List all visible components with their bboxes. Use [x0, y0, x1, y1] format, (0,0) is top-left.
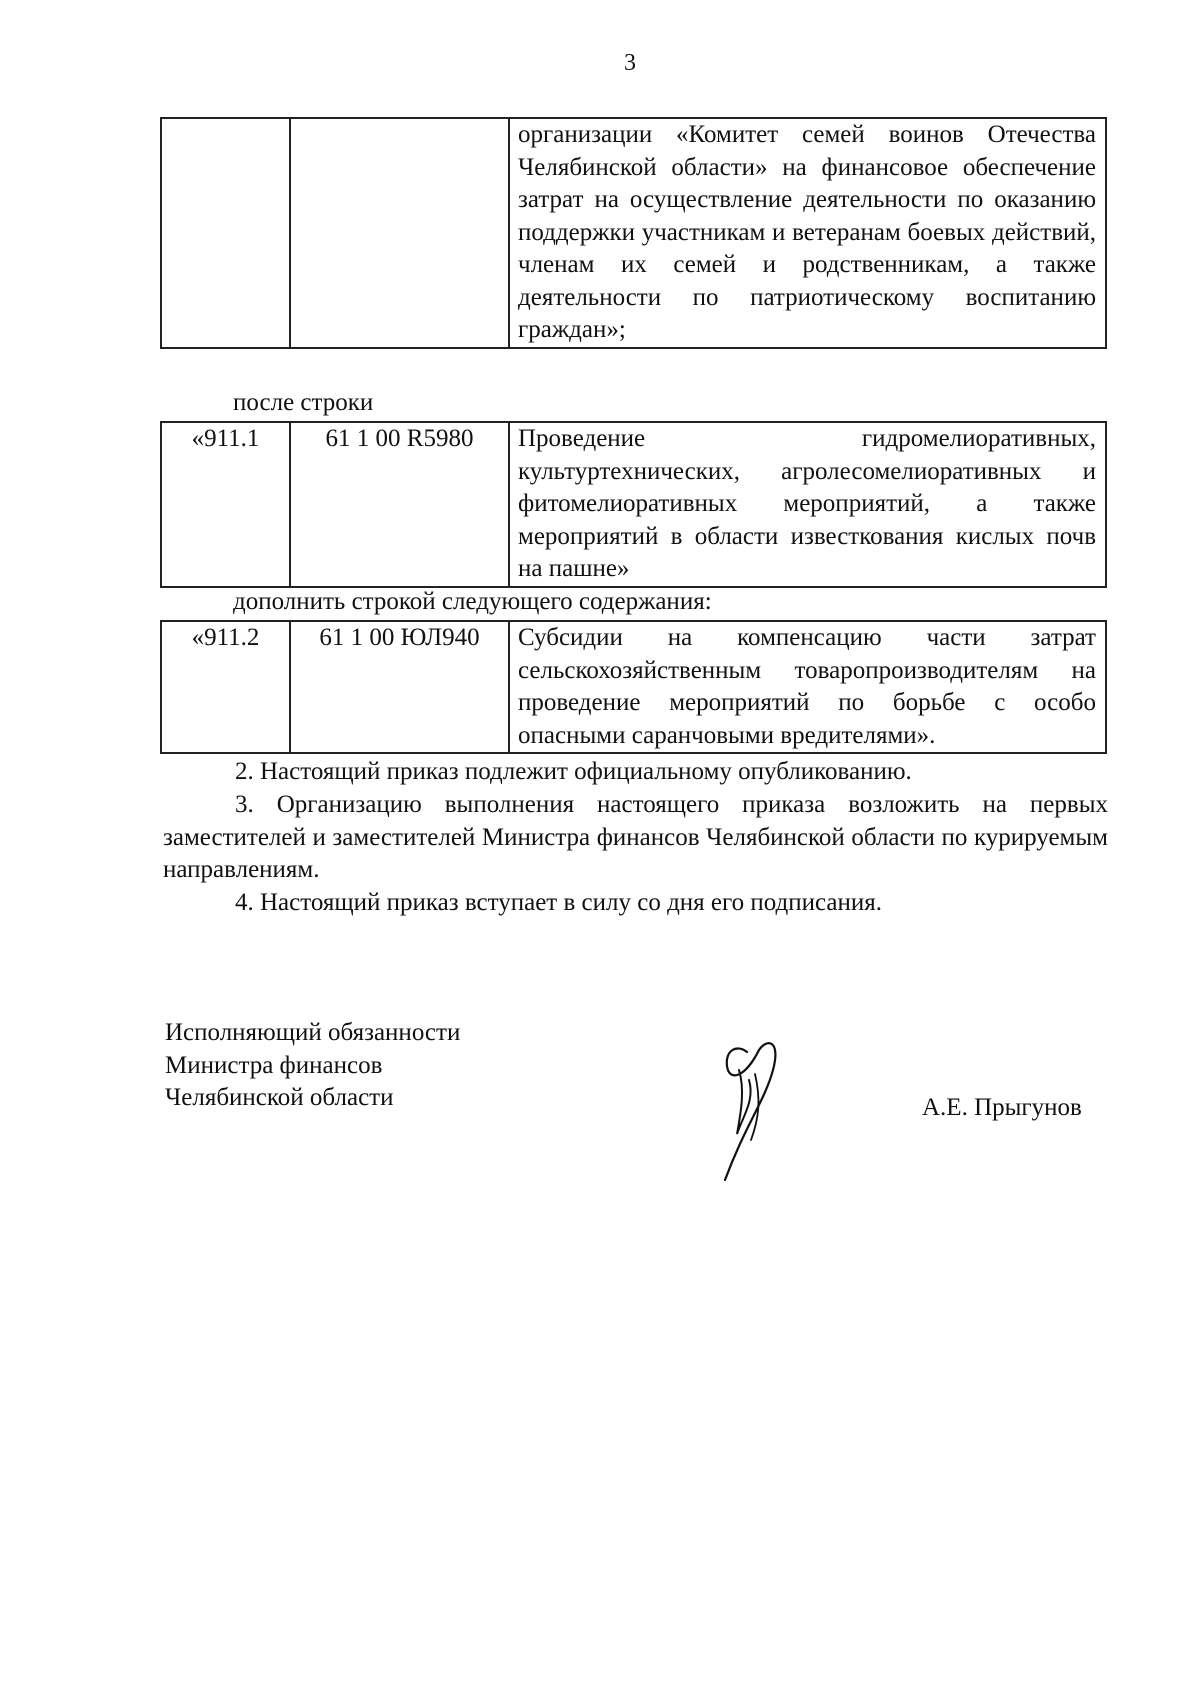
signatory-title: Исполняющий обязанности Министра финансов Челябинской области	[165, 1019, 461, 1111]
table-row-committee-continuation	[160, 117, 1107, 349]
table-cell-target-article: 61 1 00 R5980	[290, 422, 509, 587]
page-number: 3	[624, 50, 636, 76]
handwritten-signature	[715, 1030, 795, 1190]
paragraph-publication: 2. Настоящий приказ подлежит официальному опубликованию.	[235, 758, 912, 785]
table-cell-description: Субсидии на компенсацию части затрат сельскохозяйственным товаропроизводителям на проведение мероприятий по борьбе с особо опасными саранчовыми вредителями».	[509, 621, 1106, 753]
table-cell-description: организации «Комитет семей воинов Отечества Челябинской области» на финансовое обеспечение затрат на осуществление деятельности по оказанию поддержки участникам и ветеранам боевых действий, членам их семей и родственникам, а также деятельности по патриотическому воспитанию граждан»;	[509, 118, 1106, 348]
table-cell-code	[161, 118, 290, 348]
table-cell-target-article	[290, 118, 509, 348]
table-row-911-1	[160, 421, 1107, 588]
table-cell-target-article: 61 1 00 ЮЛ940	[290, 621, 509, 753]
label-after-row: после строки	[233, 389, 374, 416]
paragraph-execution: 3. Организацию выполнения настоящего приказа возложить на первых заместителей и заместителей Министра финансов Челябинской области по курируемым направлениям.	[163, 791, 1108, 883]
table-cell-code: «911.2	[161, 621, 290, 753]
signatory-name: А.Е. Прыгунов	[922, 1094, 1082, 1121]
label-add-row: дополнить строкой следующего содержания:	[233, 588, 712, 615]
table-cell-description: Проведение гидромелиоративных, культуртехнических, агролесомелиоративных и фитомелиоративных мероприятий, а также мероприятий в области известкования кислых почв на пашне»	[509, 422, 1106, 587]
table-row-911-2	[160, 620, 1107, 754]
table-cell-code: «911.1	[161, 422, 290, 587]
paragraph-effective-date: 4. Настоящий приказ вступает в силу со дня его подписания.	[235, 889, 883, 916]
